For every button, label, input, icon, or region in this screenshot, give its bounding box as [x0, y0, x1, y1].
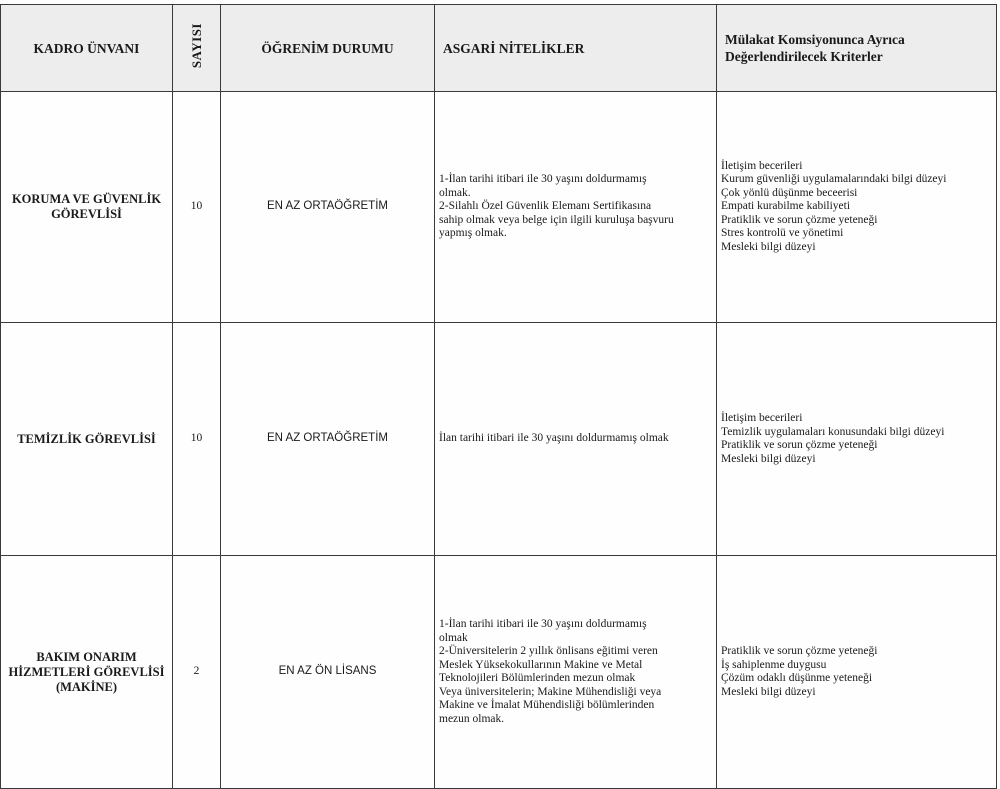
text-line: Makine ve İmalat Mühendisliği bölümlerinden	[439, 699, 655, 711]
text-line: 2-Üniversitelerin 2 yıllık önlisans eğitimi veren	[439, 645, 658, 657]
header-count-label: SAYISI	[189, 23, 204, 69]
criteria-cell	[717, 92, 997, 323]
requirements-cell	[435, 92, 717, 323]
position-title: BAKIM ONARIM HİZMETLERİ GÖREVLİSİ (MAKİNE)	[1, 556, 173, 789]
header-requirements: ASGARİ NİTELİKLER	[435, 5, 717, 92]
position-count: 10	[173, 92, 221, 323]
text-line: Mesleki bilgi düzeyi	[721, 452, 816, 465]
text-line: yapmış olmak.	[439, 227, 507, 240]
text-line: Pratiklik ve sorun çözme yeteneği	[721, 213, 878, 226]
table-row	[1, 556, 997, 789]
position-title: TEMİZLİK GÖREVLİSİ	[1, 323, 173, 556]
requirements-cell	[435, 556, 717, 789]
text-line: İletişim becerileri	[721, 159, 803, 172]
text-line: olmak	[439, 631, 468, 644]
text-line: Pratiklik ve sorun çözme yeteneği	[721, 439, 878, 451]
header-title: KADRO ÜNVANI	[1, 5, 173, 92]
text-line: Veya üniversitelerin; Makine Mühendisliği veya	[439, 685, 662, 698]
criteria-cell	[717, 556, 997, 789]
header-education: ÖĞRENİM DURUMU	[221, 5, 435, 92]
education-level: EN AZ ORTAÖĞRETİM	[221, 323, 435, 556]
text-line: 1-İlan tarihi itibari ile 30 yaşını doldurmamış	[439, 618, 647, 630]
text-line: Çok yönlü düşünme beceerisi	[721, 186, 858, 199]
text-line: sahip olmak veya belge için ilgili kuruluşa başvuru	[439, 213, 674, 226]
table-row	[1, 92, 997, 323]
text-line: mezun olmak.	[439, 712, 505, 725]
education-level: EN AZ ORTAÖĞRETİM	[221, 92, 435, 323]
education-level: EN AZ ÖN LİSANS	[221, 556, 435, 789]
text-line: Mesleki bilgi düzeyi	[721, 240, 816, 253]
text-line: Empati kurabilme kabiliyeti	[721, 200, 851, 213]
text-line: Teknolojileri Bölümlerinden mezun olmak	[439, 672, 636, 684]
staff-positions-table	[0, 4, 997, 789]
criteria-cell	[717, 323, 997, 556]
header-row	[1, 5, 997, 92]
text-line: İş sahiplenme duygusu	[721, 658, 827, 671]
text-line: Çözüm odaklı düşünme yeteneği	[721, 672, 873, 684]
position-count: 2	[173, 556, 221, 789]
position-count: 10	[173, 323, 221, 556]
text-line: İlan tarihi itibari ile 30 yaşını doldurmamış olmak	[439, 432, 669, 445]
text-line: Pratiklik ve sorun çözme yeteneği	[721, 645, 878, 657]
header-count	[173, 5, 221, 92]
requirements-cell	[435, 323, 717, 556]
text-line: Temizlik uygulamaları konusundaki bilgi düzeyi	[721, 425, 945, 438]
table-row	[1, 323, 997, 556]
position-title: KORUMA VE GÜVENLİK GÖREVLİSİ	[1, 92, 173, 323]
header-criteria: Mülakat Komsiyonunca Ayrıca Değerlendirilecek Kriterler	[717, 5, 997, 92]
text-line: Kurum güvenliği uygulamalarındaki bilgi düzeyi	[721, 173, 947, 186]
text-line: Mesleki bilgi düzeyi	[721, 685, 816, 698]
text-line: olmak.	[439, 186, 471, 199]
text-line: 1-İlan tarihi itibari ile 30 yaşını doldurmamış	[439, 173, 647, 186]
text-line: Meslek Yüksekokullarının Makine ve Metal	[439, 658, 643, 671]
text-line: İletişim becerileri	[721, 412, 803, 424]
text-line: 2-Silahlı Özel Güvenlik Elemanı Sertifikasına	[439, 200, 652, 213]
text-line: Stres kontrolü ve yönetimi	[721, 227, 844, 240]
